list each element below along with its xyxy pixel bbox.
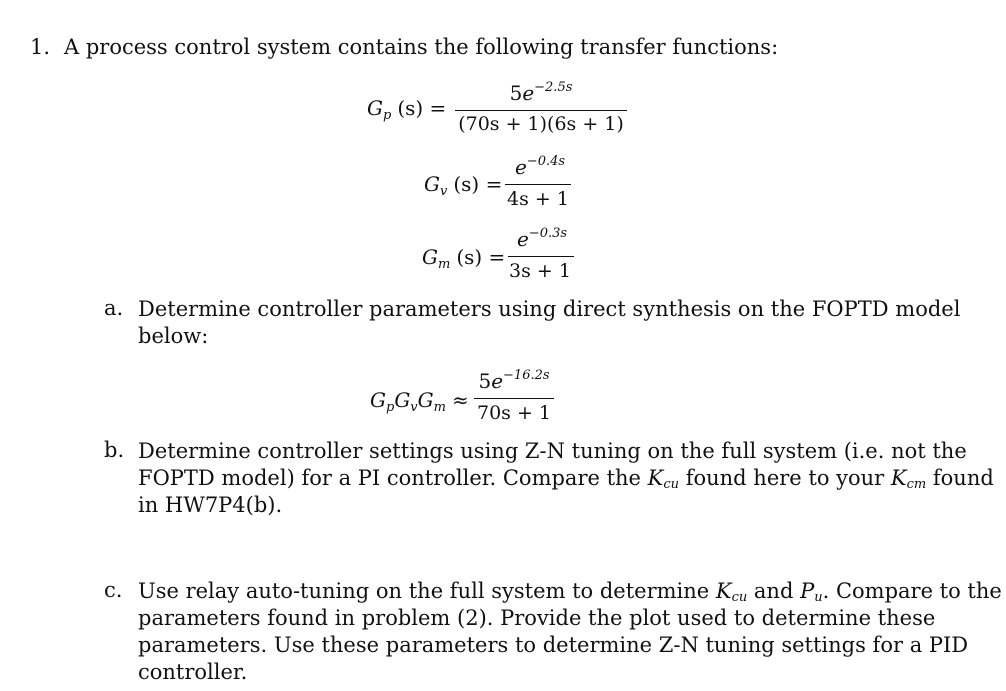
part-c-line4: controller.: [138, 660, 248, 684]
foptd-lhs: $G_pG_vG_m$ ≈: [370, 388, 469, 415]
part-a-line2: below:: [138, 324, 209, 348]
gp-numerator: $5e^{-2.5s}$: [509, 80, 573, 105]
gp-denominator: (70s + 1)(6s + 1): [458, 113, 624, 135]
foptd-numerator: $5e^{-16.2s}$: [478, 368, 550, 393]
foptd-fraction-bar: [474, 398, 554, 399]
part-c-line1: Use relay auto-tuning on the full system to determine $K_{cu}$ and $P_u$. Compare to the: [138, 579, 1002, 605]
gv-denominator: 4s + 1: [507, 188, 569, 210]
gm-numerator: $e^{-0.3s}$: [516, 226, 568, 251]
gm-fraction-bar: [508, 256, 574, 257]
problem-intro: A process control system contains the following transfer functions:: [64, 35, 779, 59]
part-b-line3: in HW7P4(b).: [138, 493, 283, 517]
part-c-label: c.: [104, 578, 123, 602]
part-a-line1: Determine controller parameters using direct synthesis on the FOPTD model: [138, 297, 961, 321]
part-c-line3: parameters. Use these parameters to determine Z-N tuning settings for a PID: [138, 633, 969, 657]
part-c-line2: parameters found in problem (2). Provide the plot used to determine these: [138, 606, 936, 630]
part-b-line2: FOPTD model) for a PI controller. Compare the $K_{cu}$ found here to your $K_{cm}$ found: [138, 466, 994, 492]
part-a-label: a.: [104, 296, 124, 320]
gm-lhs: $G_m$ (s) =: [422, 245, 506, 272]
problem-number: 1.: [30, 35, 51, 59]
gv-fraction-bar: [505, 184, 571, 185]
gm-denominator: 3s + 1: [509, 260, 571, 282]
part-b-label: b.: [104, 438, 125, 462]
gp-lhs: $G_p$ (s) =: [367, 96, 447, 123]
gv-lhs: $G_v$ (s) =: [424, 172, 503, 199]
gv-numerator: $e^{-0.4s}$: [514, 154, 566, 179]
foptd-denominator: 70s + 1: [476, 402, 551, 424]
part-b-line1: Determine controller settings using Z-N tuning on the full system (i.e. not the: [138, 439, 967, 463]
gp-fraction-bar: [455, 110, 627, 111]
